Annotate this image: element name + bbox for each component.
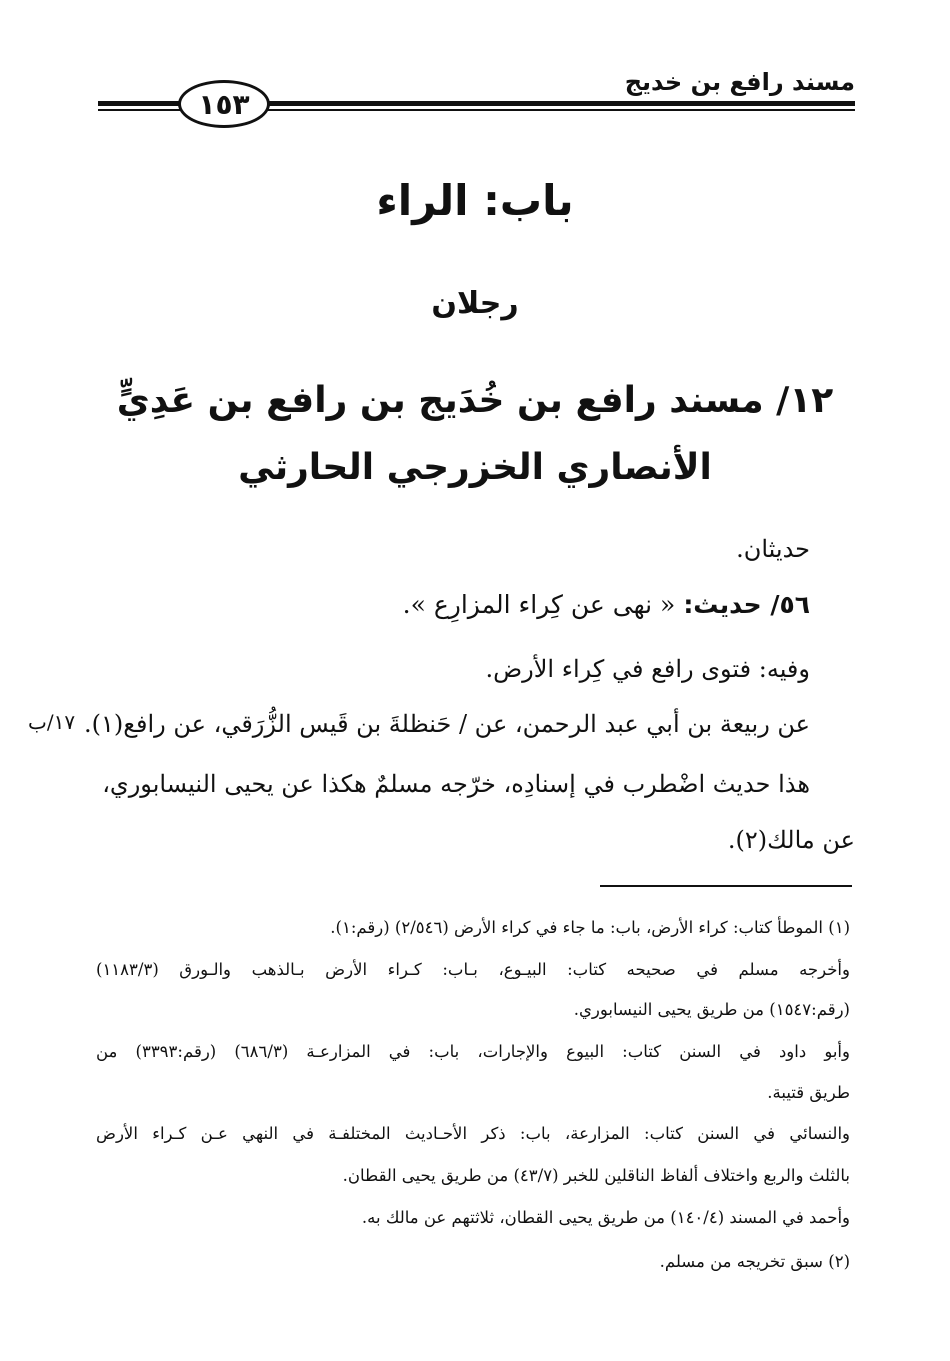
running-title: مسند رافع بن خديج (624, 68, 855, 96)
chapter-title: باب: الراء (376, 176, 574, 225)
footnote-separator (600, 885, 852, 887)
body-line-comment: هذا حديث اضْطرب في إسنادِه، خرّجه مسلمٌ هكذا عن يحيى النيسابوري، (102, 770, 810, 798)
section-subheading: رجلان (431, 286, 519, 321)
footnote-line: وأبو داود في السنن كتاب: البيوع والإجارات، باب: في المزارعـة (٦٨٦/٣) (رقم:٣٣٩٣) من (96, 1042, 850, 1061)
footnote-2: (٢) سبق تخريجه من مسلم. (659, 1252, 850, 1271)
footnote-line: وأخرجه مسلم في صحيحه كتاب: البيـوع، بـاب: كـراء الأرض بـالذهب والـورق (١١٨٣/٣) (96, 960, 850, 979)
body-line-count: حديثان. (736, 535, 810, 563)
hadith-text: « نهى عن كِراء المزارِع ». (402, 590, 676, 619)
footnote-1: (١) الموطأ كتاب: كراء الأرض، باب: ما جاء في كراء الأرض (٢/٥٤٦) (رقم:١). (330, 918, 850, 937)
body-line-malik: عن مالك(٢). (727, 826, 855, 854)
footnote-line: وأحمد في المسند (١٤٠/٤) من طريق يحيى القطان، ثلاثتهم عن مالك به. (361, 1208, 850, 1227)
footnote-line: طريق قتيبة. (767, 1083, 850, 1102)
manuscript-folio-note: ١٧/ب (28, 710, 76, 734)
footnote-line: بالثلث والربع واختلاف ألفاظ الناقلين للخبر (٤٣/٧) من طريق يحيى القطان. (342, 1166, 850, 1185)
hadith-line (403, 590, 810, 619)
footnote-line: والنسائي في السنن كتاب: المزارعة، باب: ذكر الأحـاديث المختلفـة في النهي عـن كـراء الأرض (96, 1124, 850, 1143)
footnote-line: (رقم:١٥٤٧) من طريق يحيى النيسابوري. (573, 1000, 850, 1019)
page-number-badge (178, 80, 270, 128)
body-line-fatwa: وفيه: فتوى رافع في كِراء الأرض. (485, 655, 810, 683)
page-number: ١٥٣ (198, 87, 250, 121)
musnad-title-line1: ١٢/ مسند رافع بن خُدَيج بن رافع بن عَدِيٍّ (116, 380, 834, 421)
musnad-title-line2: الأنصاري الخزرجي الحارثي (238, 447, 712, 488)
body-line-isnad: عن ربيعة بن أبي عبد الرحمن، عن / حَنظلةَ بن قَيس الزُّرَقي، عن رافع(١). (83, 710, 810, 738)
hadith-label: ٥٦/ حديث: (683, 590, 810, 619)
